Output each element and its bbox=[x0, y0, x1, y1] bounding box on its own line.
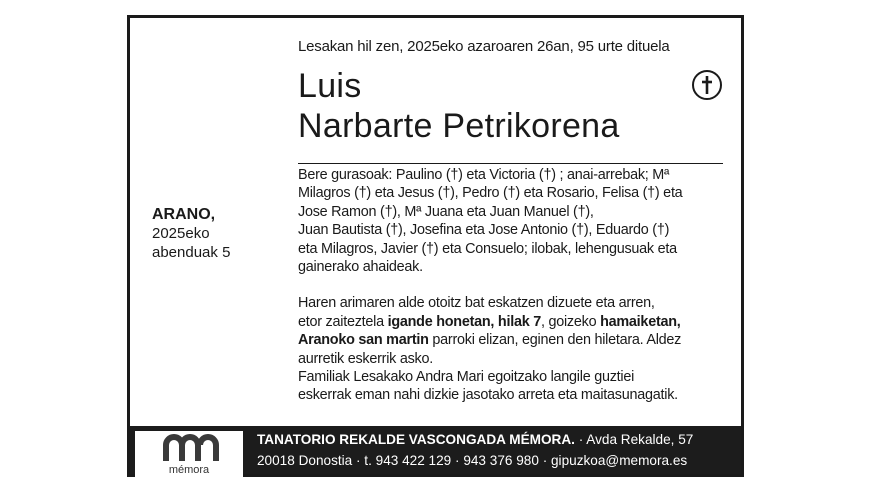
service-paragraph bbox=[298, 294, 738, 404]
family-paragraph bbox=[298, 166, 738, 276]
place-year: 2025eko bbox=[152, 225, 210, 242]
funeral-place-date bbox=[152, 205, 230, 262]
obituary-body bbox=[298, 166, 738, 405]
body-line: eta Milagros, Javier (†) eta Consuelo; ilobak, lehengusuak eta bbox=[298, 240, 677, 257]
body-line: parroki elizan, eginen den hiletara. Aldez bbox=[428, 332, 682, 349]
intro-text: Lesakan hil zen, 2025eko azaroaren 26an, 95 urte dituela bbox=[298, 38, 670, 55]
service-time: hamaiketan, bbox=[600, 313, 681, 330]
body-line: Familiak Lesakako Andra Mari egoitzako langile guztiei bbox=[298, 369, 635, 386]
body-line: Haren arimaren alde otoitz bat eskatzen dizuete eta arren, bbox=[298, 295, 655, 312]
divider bbox=[298, 163, 723, 164]
service-church: Aranoko san martin bbox=[298, 332, 429, 349]
body-line: la bbox=[373, 313, 388, 330]
funeral-home-contact: 20018 Donostia · t. 943 422 129 · 943 376 980 · gipuzkoa@memora.es bbox=[257, 453, 688, 468]
funeral-home-line1 bbox=[257, 432, 693, 447]
place-city: ARANO, bbox=[152, 206, 216, 223]
surnames: Narbarte Petrikorena bbox=[298, 107, 620, 145]
body-line: , goizeko bbox=[540, 313, 601, 330]
obituary-card bbox=[127, 15, 744, 477]
body-line: Juan Bautista (†), Josefina eta Jose Antonio (†), Eduardo (†) bbox=[298, 222, 670, 239]
cross-icon bbox=[692, 70, 722, 100]
memora-logo bbox=[135, 431, 243, 480]
body-line: gainerako ahaideak. bbox=[298, 259, 423, 276]
body-line: Jose Ramon (†), Mª Juana eta Juan Manuel (†), bbox=[298, 203, 594, 220]
first-name: Luis bbox=[298, 67, 362, 105]
deceased-name bbox=[298, 66, 620, 146]
funeral-home-name: TANATORIO REKALDE VASCONGADA MÉMORA. bbox=[257, 432, 575, 447]
body-line: eskerrak eman nahi dizkie jasotako arreta eta maitasunagatik. bbox=[298, 387, 678, 404]
body-line: Milagros (†) eta Jesus (†), Pedro (†) eta Rosario, Felisa (†) eta bbox=[298, 185, 683, 202]
funeral-home-footer bbox=[130, 426, 741, 474]
body-line: Bere gurasoak: Paulino (†) eta Victoria (†) ; anai-arrebak; Mª bbox=[298, 167, 670, 183]
place-date: abenduak 5 bbox=[152, 244, 231, 261]
service-day: igande honetan, hilak 7 bbox=[387, 313, 541, 330]
body-line: etor zaitezte bbox=[298, 313, 374, 330]
funeral-home-address: · Avda Rekalde, 57 bbox=[574, 432, 694, 447]
logo-wordmark: mémora bbox=[168, 464, 210, 476]
body-line: aurretik eskerrik asko. bbox=[298, 350, 434, 367]
